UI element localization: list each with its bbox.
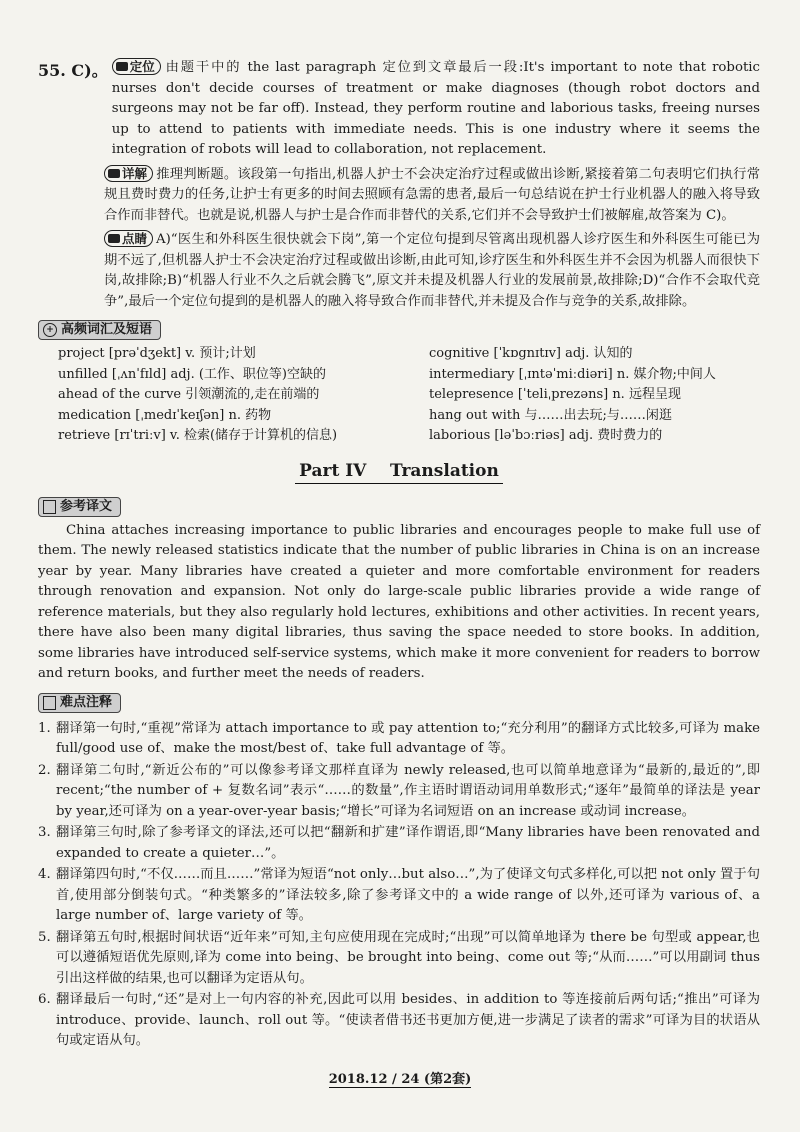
- dingwei-text: 由题干中的 the last paragraph 定位到文章最后一段:It's important to note that robotic nurses don't decide courses of treatment or make diagnoses (though robot doctors and surgeons may not be far off). Instead, they perform routine and laborious tasks, freeing nurses up to attend to patients with immediate needs. This is one industry where it seems the integration of robots will lead to collaboration, not replacement.: [111, 60, 760, 157]
- vocab-item: medication [ˌmedɪˈkeɪʃən] n. 药物: [58, 407, 272, 423]
- list-item: 4. 翻译第四句时,“不仅……而且……”常译为短语“not only…but also…”,为了使译文句式多样化,可以把 not only 置于句首,使用部分倒装句式。“种类繁多的”译法较多,除了参考译文中的 a wide range of 以外,还可译为 various of、a large number of、large variety of 等。: [38, 867, 760, 923]
- vocab-item: ahead of the curve 引领潮流的,走在前端的: [58, 387, 320, 402]
- page-footer: 2018.12 / 24 (第2套): [328, 1072, 472, 1087]
- vocab-column-left: [58, 344, 389, 447]
- vocab-item: unfilled [ˌʌnˈfɪld] adj. (工作、职位等)空缺的: [58, 366, 326, 382]
- vocab-item: hang out with 与……出去玩;与……闲逛: [429, 407, 672, 423]
- notes-list: [38, 719, 760, 1052]
- list-item: 2. 翻译第二句时,“新近公布的”可以像参考译文那样直译为 newly released,也可以简单地意译为“最新的,最近的”,即 recent;“the number of + 复数名词”表示“……的数量”,作主语时谓语动词用单数形式;“逐年”最简单的译法是 year by year,还可译为 on a year-over-year basis;“增长”可译为名词短语 on an increase 或动词 increase。: [38, 762, 760, 819]
- vocab-item: intermediary [ˌɪntəˈmiːdiəri] n. 媒介物;中间人: [429, 366, 716, 382]
- list-item: 6. 翻译最后一句时,“还”是对上一句内容的补充,因此可以用 besides、in addition to 等连接前后两句话;“推出”可译为 introduce、provide、launch、roll out 等。“使读者借书还书更加方便,进一步满足了读者的需求”可译为目的状语从句或定语从句。: [38, 992, 760, 1048]
- notes-heading: 难点注释: [38, 693, 121, 713]
- xiangjie-tag: 详解: [104, 165, 153, 182]
- vocab-item: retrieve [rɪˈtriːv] v. 检索(储存于计算机的信息): [58, 428, 338, 443]
- dianjing-paragraph: [38, 230, 760, 312]
- dianjing-tag: 点睛: [104, 230, 153, 247]
- reference-heading: 参考译文: [38, 497, 121, 517]
- vocab-item: cognitive [ˈkɒgnɪtɪv] adj. 认知的: [429, 346, 633, 361]
- part-title: Part IV Translation: [38, 461, 760, 481]
- dingwei-tag: 定位: [112, 58, 161, 75]
- vocab-item: project [prəˈdʒekt] v. 预计;计划: [58, 346, 256, 361]
- dianjing-text: A)“医生和外科医生很快就会下岗”,第一个定位句提到尽管离出现机器人诊疗医生和外科医生可能已为期不远了,但机器人护士不会决定治疗过程或做出诊断,由此可知,诊疗医生和外科医生并不会因为机器人而很快下岗,故排除;B)“机器人行业不久之后就会腾飞”,原文并未提及机器人行业的发展前景,故排除;D)“合作不会取代竞争”,最后一个定位句提到的是机器人的融入将导致合作而非替代,并未提及合作与竞争的关系,故排除。: [104, 232, 760, 309]
- page-content: [38, 58, 760, 1053]
- list-item: 1. 翻译第一句时,“重视”常译为 attach importance to 或 pay attention to;“充分利用”的翻译方式比较多,可译为 make full/good use of、make the most/best of、take full advantage of 等。: [38, 720, 760, 756]
- vocab-column-right: [389, 344, 760, 447]
- dingwei-paragraph: [112, 58, 760, 161]
- plus-circle-icon: +: [43, 323, 57, 337]
- box-icon: [43, 696, 56, 710]
- xiangjie-text: 推理判断题。该段第一句指出,机器人护士不会决定治疗过程或做出诊断,紧接着第二句表明它们执行常规且费时费力的任务,让护士有更多的时间去照顾有急需的患者,最后一句总结说在护士行业机器人的融入将导致合作而非替代。也就是说,机器人与护士是合作而非替代的关系,它们并不会导致护士们被解雇,故答案为 C)。: [104, 166, 760, 223]
- folder-icon: [108, 234, 120, 243]
- question-number: 55. C)。: [38, 61, 108, 80]
- vocab-list: [38, 344, 760, 447]
- vocab-item: laborious [ləˈbɔːriəs] adj. 费时费力的: [429, 428, 663, 443]
- folder-icon: [116, 62, 128, 71]
- box-icon: [43, 500, 56, 514]
- vocab-item: telepresence [ˈteliˌprezəns] n. 远程呈现: [429, 387, 681, 402]
- answer-block: [38, 58, 760, 161]
- reference-translation: China attaches increasing importance to public libraries and encourages people to make full use of them. The newly released statistics indicate that the number of public libraries in China is on an increase year by year. Many libraries have created a quieter and more comfortable environment for readers through renovation and expansion. Not only do large-scale public libraries provide a wide range of reference materials, but they also regularly hold lectures, exhibitions and other activities. In recent years, there have also been many digital libraries, thus saving the space needed to store books. In addition, some libraries have introduced self-service systems, which make it more convenient for readers to borrow and return books, and further meet the needs of readers.: [38, 522, 760, 681]
- folder-icon: [108, 169, 120, 178]
- xiangjie-paragraph: [38, 165, 760, 227]
- list-item: 5. 翻译第五句时,根据时间状语“近年来”可知,主句应使用现在完成时;“出现”可以简单地译为 there be 句型或 appear,也可以遵循短语优先原则,译为 come into being、be brought into being、come out 等;“从而……”可以用副词 thus 引出这样做的结果,也可以翻译为定语从句。: [38, 929, 760, 986]
- vocab-heading: + 高频词汇及短语: [38, 320, 161, 340]
- list-item: 3. 翻译第三句时,除了参考译文的译法,还可以把“翻新和扩建”译作谓语,即“Many libraries have been renovated and expanded to create a quieter…”。: [38, 825, 760, 861]
